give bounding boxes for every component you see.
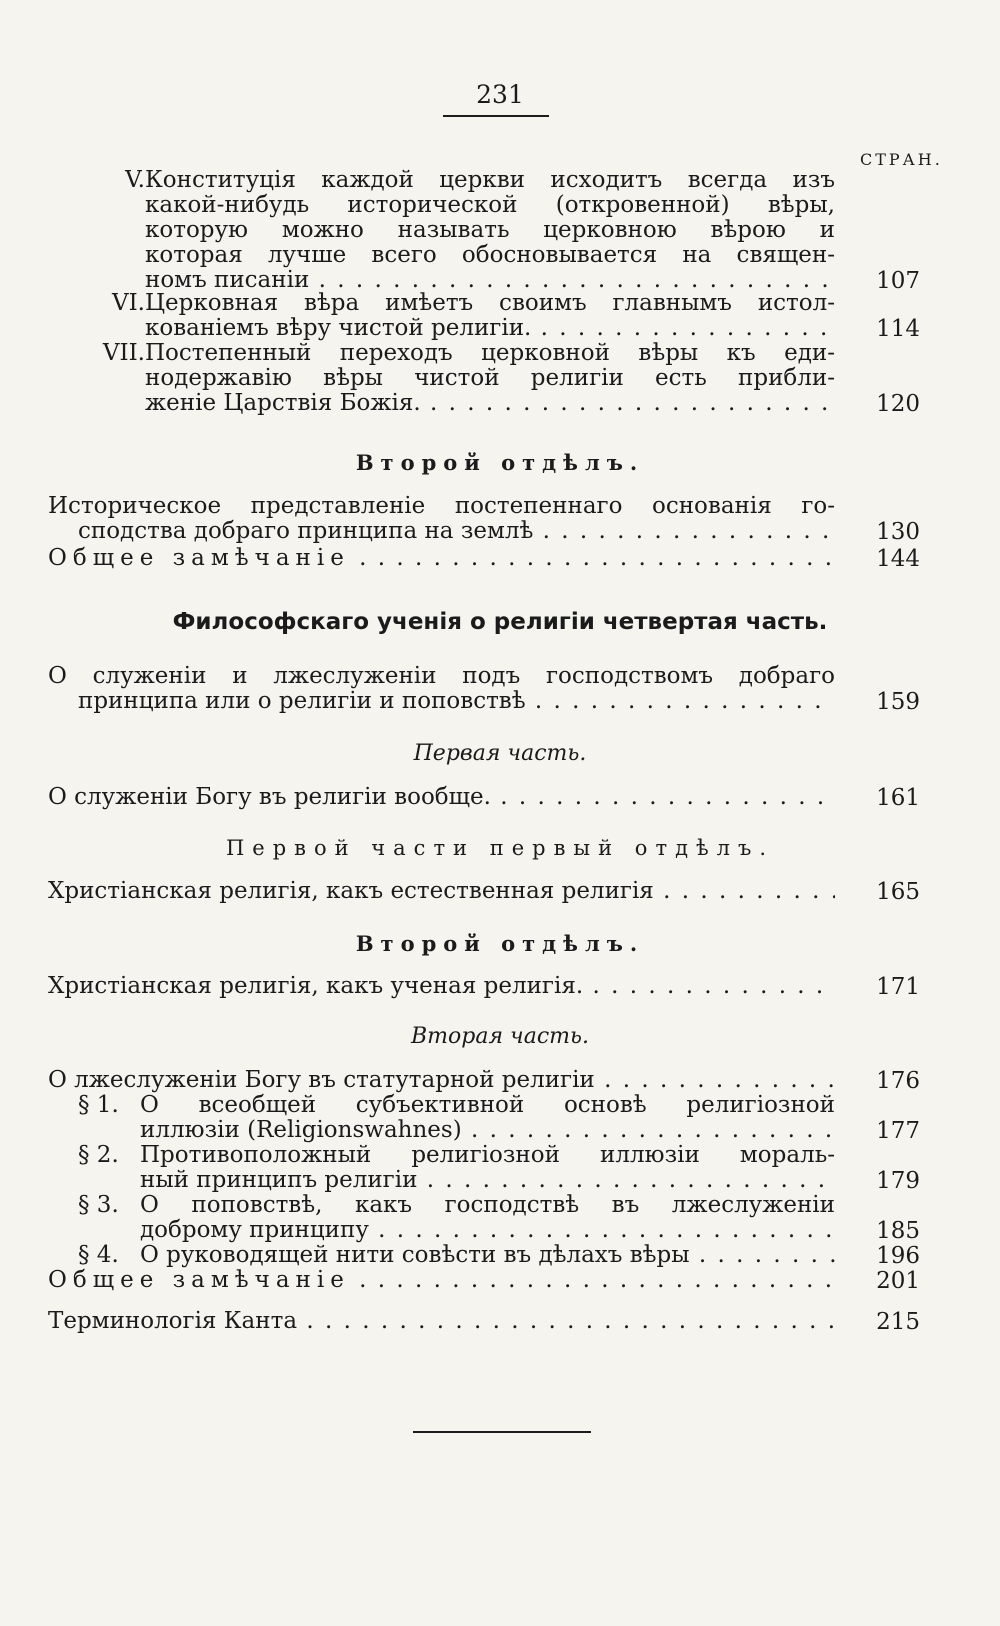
toc-entry-vii[interactable] xyxy=(80,341,835,416)
top-rule xyxy=(443,115,549,117)
bottom-rule xyxy=(413,1431,591,1433)
toc-entry-christian-learned[interactable] xyxy=(48,974,835,999)
entry-page-number: 196 xyxy=(876,1243,920,1269)
toc-entry-general-remark[interactable] xyxy=(48,1268,835,1293)
page-number: 231 xyxy=(476,80,524,109)
toc-entry-false-service[interactable] xyxy=(48,1068,835,1093)
entry-numeral: VII. xyxy=(102,340,145,366)
subsection-heading: Первая часть. xyxy=(413,741,587,766)
page-column-label: СТРАН. xyxy=(860,150,943,169)
entry-numeral: § 2. xyxy=(78,1142,119,1168)
entry-line: сподства добраго принципа на землѣ . . . xyxy=(78,519,835,544)
entry-page-number: 201 xyxy=(876,1268,920,1294)
entry-line: О служеніи Богу въ религіи вообще. . . . xyxy=(48,785,835,810)
entry-line: О лжеслуженіи Богу въ статутарной религіи . . . xyxy=(48,1068,835,1093)
entry-line: какой-нибудь исторической (откровенной) вѣры, xyxy=(145,193,835,218)
entry-line: О служеніи и лжеслуженіи подъ господствомъ добраго xyxy=(48,664,835,689)
entry-line: Противоположный религіозной иллюзіи мораль- xyxy=(140,1143,835,1168)
entry-page-number: 159 xyxy=(876,689,920,715)
entry-page-number: 161 xyxy=(876,785,920,811)
entry-page-number: 176 xyxy=(876,1068,920,1094)
entry-page-number: 165 xyxy=(876,879,920,905)
entry-line: Постепенный переходъ церковной вѣры къ еди- xyxy=(145,341,835,366)
toc-entry-vi[interactable] xyxy=(90,291,835,341)
entry-page-number: 171 xyxy=(876,974,920,1000)
toc-entry-par3[interactable] xyxy=(78,1193,835,1243)
entry-numeral: V. xyxy=(125,167,145,193)
entry-line: О руководящей нити совѣсти въ дѣлахъ вѣры . . . xyxy=(140,1243,835,1268)
section-heading: Второй отдѣлъ. xyxy=(355,931,645,956)
toc-entry-par1[interactable] xyxy=(78,1093,835,1143)
entry-line: Конституція каждой церкви исходитъ всегда изъ xyxy=(145,168,835,193)
entry-numeral: VI. xyxy=(111,290,145,316)
entry-page-number: 114 xyxy=(876,316,920,342)
entry-line: принципа или о религіи и поповствѣ . . . xyxy=(78,689,835,714)
entry-line: нодержавію вѣры чистой религіи есть прибли- xyxy=(145,366,835,391)
entry-line: кованіемъ вѣру чистой религіи. . . . xyxy=(145,316,835,341)
entry-line: Терминологія Канта . . . xyxy=(48,1309,835,1334)
entry-line: номъ писаніи . . . xyxy=(145,268,835,293)
entry-line: которая лучше всего обосновывается на священ- xyxy=(145,243,835,268)
entry-line: иллюзіи (Religionswahnes) . . . xyxy=(140,1118,835,1143)
toc-entry-service[interactable] xyxy=(48,664,835,714)
entry-page-number: 120 xyxy=(876,391,920,417)
toc-entry-par2[interactable] xyxy=(78,1143,835,1193)
toc-entry-v[interactable] xyxy=(100,168,835,293)
entry-numeral: § 3. xyxy=(78,1192,119,1218)
entry-numeral: § 1. xyxy=(78,1092,119,1118)
entry-line: Историческое представленіе постепеннаго основанія го- xyxy=(48,494,835,519)
entry-line: ный принципъ религіи . . . xyxy=(140,1168,835,1193)
entry-page-number: 107 xyxy=(876,268,920,294)
entry-line: доброму принципу . . . xyxy=(140,1218,835,1243)
entry-line: Общее замѣчаніе . . . xyxy=(48,546,835,571)
entry-line: Христіанская религія, какъ естественная религія . . . xyxy=(48,879,835,904)
entry-page-number: 215 xyxy=(876,1309,920,1335)
subsection-heading: Вторая часть. xyxy=(411,1024,589,1049)
entry-page-number: 130 xyxy=(876,519,920,545)
toc-entry-general-remark[interactable] xyxy=(48,546,835,571)
entry-line: Общее замѣчаніе . . . xyxy=(48,1268,835,1293)
entry-line: Церковная вѣра имѣетъ своимъ главнымъ истол- xyxy=(145,291,835,316)
entry-page-number: 177 xyxy=(876,1118,920,1144)
entry-line: Христіанская религія, какъ ученая религія. . . . xyxy=(48,974,835,999)
section-heading: Первой части первый отдѣлъ. xyxy=(225,836,775,860)
section-heading: Второй отдѣлъ. xyxy=(355,450,645,475)
entry-line: которую можно называть церковною вѣрою и xyxy=(145,218,835,243)
entry-page-number: 144 xyxy=(876,546,920,572)
entry-line: женіе Царствія Божія. . . . xyxy=(145,391,835,416)
toc-entry-terminology[interactable] xyxy=(48,1309,835,1334)
part-title: Философскаго ученія о религіи четвертая часть. xyxy=(172,609,828,635)
toc-entry-par4[interactable] xyxy=(78,1243,835,1268)
entry-numeral: § 4. xyxy=(78,1242,119,1268)
entry-line: О всеобщей субъективной основѣ религіозной xyxy=(140,1093,835,1118)
toc-entry-service-god[interactable] xyxy=(48,785,835,810)
toc-entry-historical[interactable] xyxy=(48,494,835,544)
toc-entry-christian-natural[interactable] xyxy=(48,879,835,904)
entry-page-number: 179 xyxy=(876,1168,920,1194)
entry-page-number: 185 xyxy=(876,1218,920,1244)
entry-line: О поповствѣ, какъ господствѣ въ лжеслуженіи xyxy=(140,1193,835,1218)
